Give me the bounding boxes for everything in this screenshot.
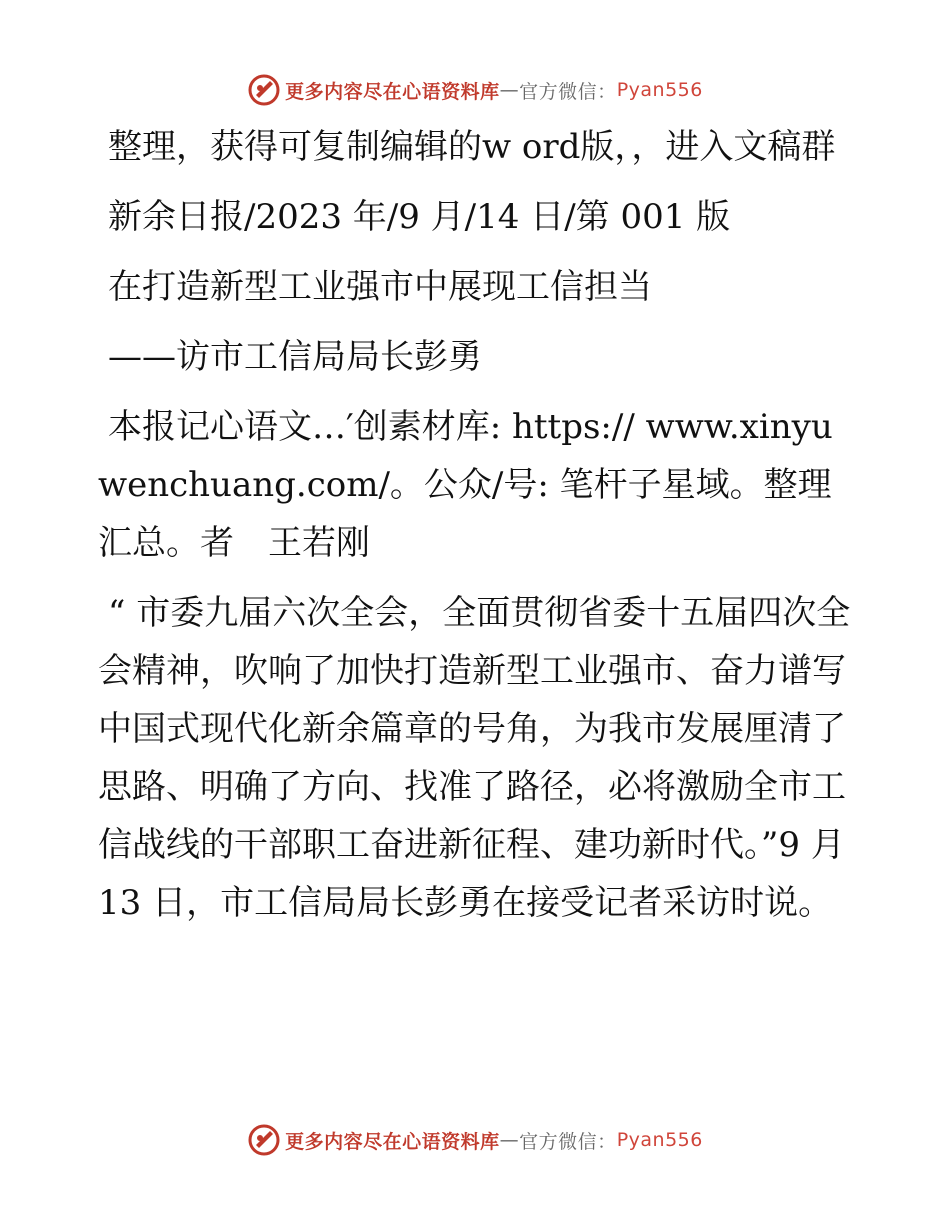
body-paragraph: “ 市委九届六次全会，全面贯彻省委十五届四次全会精神，吹响了加快打造新型工业强市、奋力谱写中国式现代化新余篇章的号角，为我市发展厘清了思路、明确了方向、找准了路径，必将激励全市工信战线的干部职工奋进新征程、建功新时代。”9 月 13 日，市工信局局长彭勇在接受记者采访时说。 [98,593,856,923]
footer-watermark-banner [0,1120,950,1160]
banner-wechat-label: 官方微信： [519,1130,617,1153]
banner-wechat-id: Pyan556 [616,79,703,101]
article-subheadline: ——访市工信局局长彭勇 [108,337,482,377]
intro-paragraph: 整理，获得可复制编辑的w ord版，，进入文稿群 [108,127,836,167]
header-watermark-banner [0,70,950,110]
brand-logo-icon [247,73,281,107]
source-line: 新余日报/2023 年/9 月/14 日/第 001 版 [108,197,731,237]
banner-brand-text: 更多内容尽在心语资料库 [285,1130,500,1153]
banner-wechat-id: Pyan556 [616,1129,703,1151]
banner-brand-text: 更多内容尽在心语资料库 [285,80,500,103]
banner-wechat-label: 官方微信： [519,80,617,103]
brand-logo-icon [247,1123,281,1157]
banner-separator: — [499,79,520,101]
banner-separator: — [499,1129,520,1151]
article-headline: 在打造新型工业强市中展现工信担当 [108,267,652,307]
byline-paragraph: 本报记心语文…′创素材库: https:// www.xinyuwenchuang.com/。公众/号: 笔杆子星域。整理汇总。者 王若刚 [98,407,833,563]
article-content [98,118,858,932]
